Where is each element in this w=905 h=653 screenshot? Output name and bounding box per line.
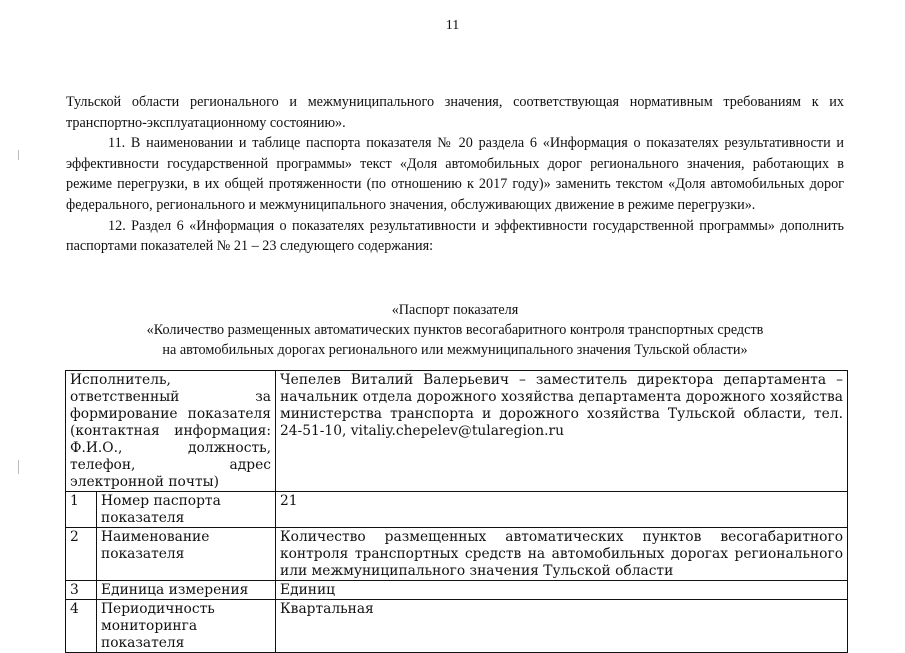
table-row-executor (66, 371, 848, 492)
row-label: Наименование показателя (97, 528, 276, 581)
page-number: 11 (445, 18, 460, 33)
table-row (66, 492, 848, 528)
body-text (66, 92, 844, 257)
passport-heading (66, 300, 844, 360)
paragraph-item-12: 12. Раздел 6 «Информация о показателях результативности и эффективности государственной программы» дополнить паспортами показателей № 21 – 23 следующего содержания: (66, 217, 844, 255)
passport-subtitle-line-2: на автомобильных дорогах регионального или межмуниципального значения Тульской области» (162, 342, 748, 358)
row-value: Квартальная (276, 600, 848, 653)
scan-artifact (18, 460, 19, 474)
row-number: 1 (66, 492, 97, 528)
row-label: Номер паспорта показателя (97, 492, 276, 528)
scan-artifact (18, 150, 19, 160)
table-row (66, 528, 848, 581)
table-row (66, 581, 848, 600)
row-number: 4 (66, 600, 97, 653)
row-value: 21 (276, 492, 848, 528)
table-row (66, 600, 848, 653)
row-number: 2 (66, 528, 97, 581)
row-label: Периодичность мониторинга показателя (97, 600, 276, 653)
paragraph-item-11: 11. В наименовании и таблице паспорта показателя № 20 раздела 6 «Информация о показателях результативности и эффективности государственной программы» текст «Доля автомобильных дорог регионального значения, работающих в режиме перегрузки, в их общей протяженности (по отношению к 2017 году)» заменить текстом «Доля автомобильных дорог федерального, регионального и межмуниципального значения, обслуживающих движение в режиме перегрузки». (66, 135, 844, 213)
passport-table (65, 370, 848, 653)
paragraph-continuation: Тульской области регионального и межмуниципального значения, соответствующая нормативным требованиям к их транспортно-эксплуатационному состоянию». (66, 94, 844, 131)
executor-value: Чепелев Виталий Валерьевич – заместитель директора департамента – начальник отдела дорожного хозяйства департамента дорожного хозяйства министерства транспорта и дорожного хозяйства Тульской области, тел. 24-51-10, vitaliy.chepelev@tularegion.ru (276, 371, 848, 492)
row-value: Единиц (276, 581, 848, 600)
row-number: 3 (66, 581, 97, 600)
executor-label: Исполнитель, ответственный за формирование показателя (контактная информация: Ф.И.О., должность, телефон, адрес электронной почты) (66, 371, 276, 492)
passport-subtitle-line-1: «Количество размещенных автоматических пунктов весогабаритного контроля транспортных средств (146, 322, 764, 338)
row-label: Единица измерения (97, 581, 276, 600)
row-value: Количество размещенных автоматических пунктов весогабаритного контроля транспортных средств на автомобильных дорогах регионального или межмуниципального значения Тульской области (276, 528, 848, 581)
passport-title: «Паспорт показателя (391, 302, 519, 318)
